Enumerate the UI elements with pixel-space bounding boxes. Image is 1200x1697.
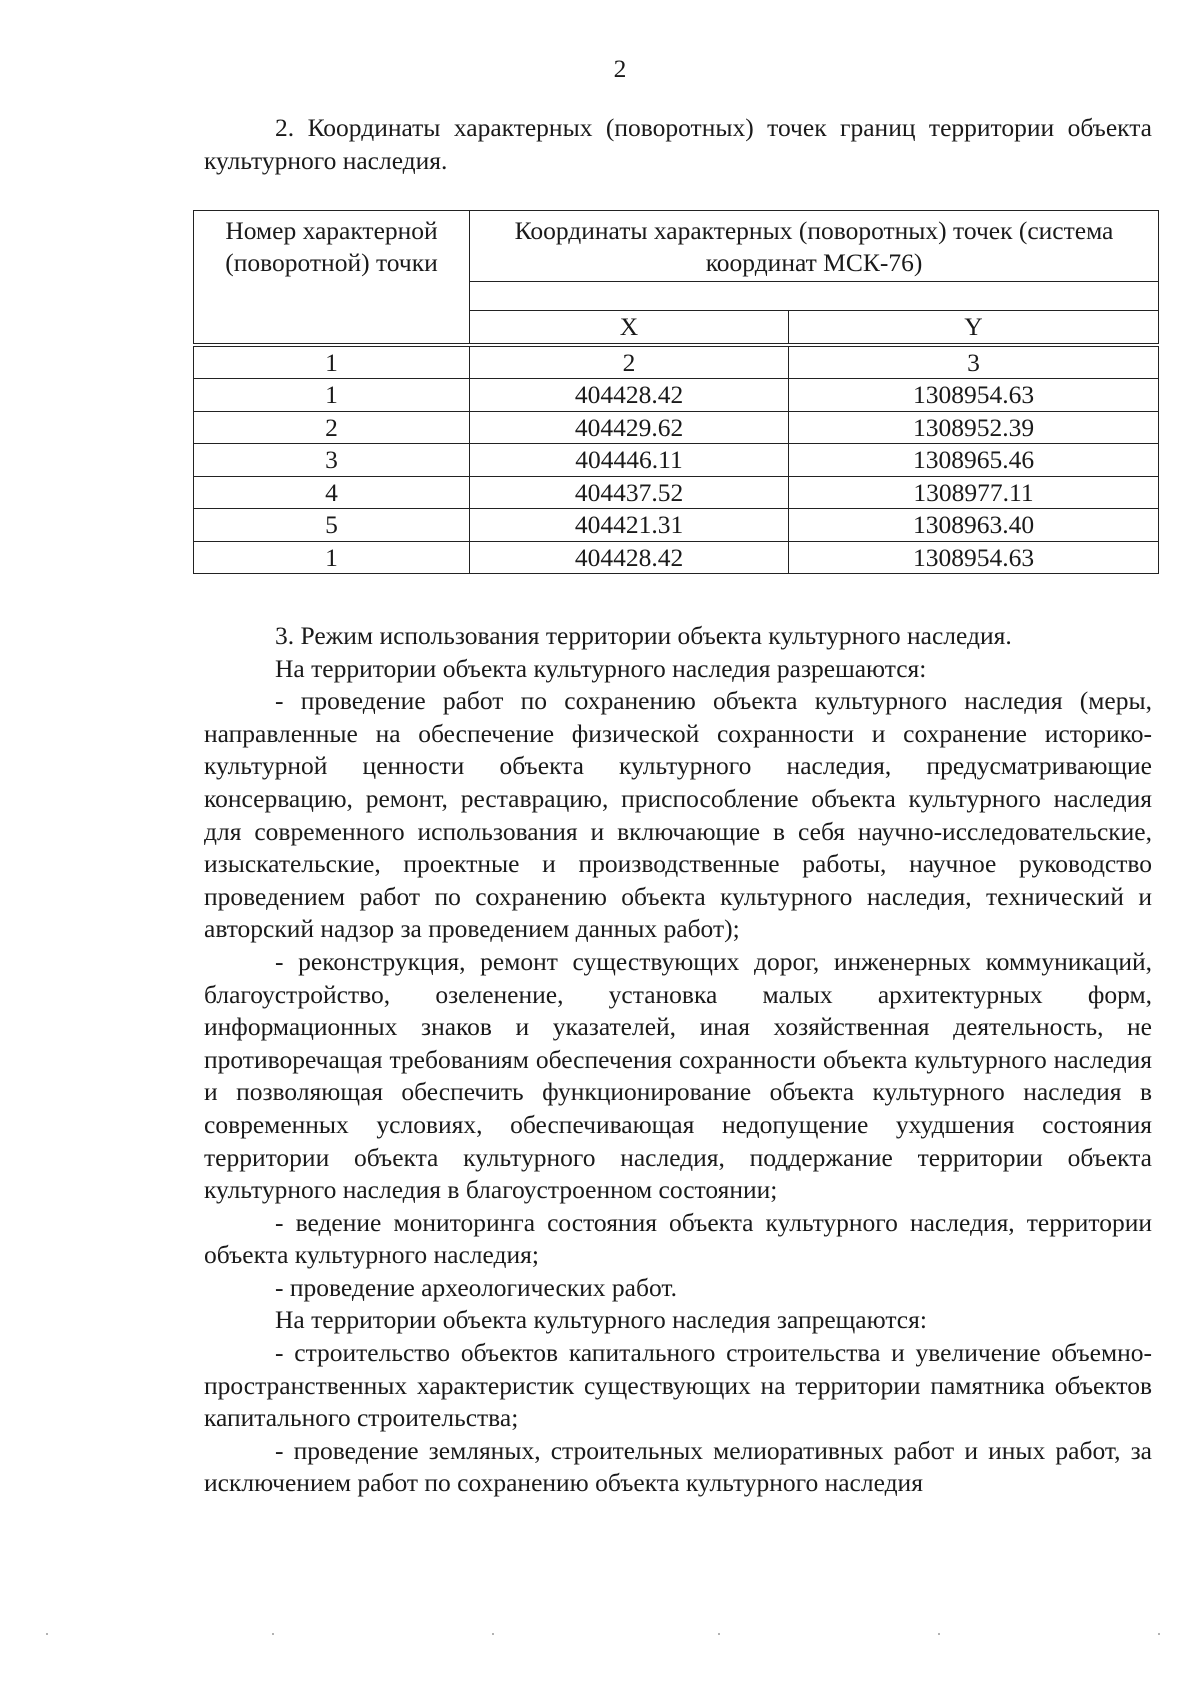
x-cell: 404429.62 xyxy=(470,411,789,444)
prohibited-intro: На территории объекта культурного наследия запрещаются: xyxy=(275,1305,927,1335)
point-cell: 3 xyxy=(194,444,470,477)
allowed-intro: На территории объекта культурного наследия разрешаются: xyxy=(275,653,927,683)
table-row xyxy=(194,444,1159,477)
allowed-item: - реконструкция, ремонт существующих дорог, инженерных коммуникаций, благоустройство, озеленение, установка малых архитектурных форм, информационных знаков и указателей, иная хозяйственная деятельность, не противоречащая требованиям обеспечения сохранности объекта культурного наследия и позволяющая обеспечить функционирование объекта культурного наследия в современных условиях, обеспечивающая недопущение ухудшения состояния территории объекта культурного наследия, поддержание территории объекта культурного наследия в благоустроенном состоянии; xyxy=(204,946,1152,1205)
column-number: 2 xyxy=(470,345,789,379)
x-cell: 404421.31 xyxy=(470,509,789,542)
header-coordinates: Координаты характерных (поворотных) точек (система координат МСК-76) xyxy=(470,211,1159,282)
table-row xyxy=(194,379,1159,412)
table-row xyxy=(194,509,1159,542)
allowed-item: - проведение работ по сохранению объекта культурного наследия (меры, направленные на обеспечение физической сохранности и сохранение историко-культурной ценности объекта культурного наследия, предусматривающие консервацию, ремонт, реставрацию, приспособление объекта культурного наследия для современного использования и включающие в себя научно-исследовательские, изыскательские, проектные и производственные работы, научное руководство проведением работ по сохранению объекта культурного наследия, технический и авторский надзор за проведением данных работ); xyxy=(204,686,1152,944)
x-cell: 404446.11 xyxy=(470,444,789,477)
y-cell: 1308977.11 xyxy=(789,476,1159,509)
point-cell: 1 xyxy=(194,541,470,574)
x-cell: 404437.52 xyxy=(470,476,789,509)
section-2-paragraph: 2. Координаты характерных (поворотных) точек границ территории объекта культурного наследия. xyxy=(204,113,1152,175)
y-cell: 1308954.63 xyxy=(789,379,1159,412)
section-3 xyxy=(204,620,1152,1500)
table-row xyxy=(194,476,1159,509)
prohibited-item: - проведение земляных, строительных мелиоративных работ и иных работ, за исключением работ по сохранению объекта культурного наследия xyxy=(204,1435,1152,1498)
table-row xyxy=(194,411,1159,444)
coordinates-table xyxy=(193,210,1159,574)
allowed-item: - проведение археологических работ. xyxy=(275,1272,677,1302)
column-number: 3 xyxy=(789,345,1159,379)
scan-artifact-dots xyxy=(0,1633,1200,1639)
y-cell: 1308954.63 xyxy=(789,541,1159,574)
x-cell: 404428.42 xyxy=(470,541,789,574)
section-3-heading: 3. Режим использования территории объекта культурного наследия. xyxy=(275,621,1012,650)
prohibited-item: - строительство объектов капитального строительства и увеличение объемно-пространственных характеристик существующих на территории памятника объектов капитального строительства; xyxy=(204,1338,1152,1433)
point-cell: 5 xyxy=(194,509,470,542)
point-cell: 2 xyxy=(194,411,470,444)
header-blank-row xyxy=(470,282,1159,311)
section-2 xyxy=(204,112,1152,177)
page-number: 2 xyxy=(613,54,627,83)
point-cell: 4 xyxy=(194,476,470,509)
header-y: Y xyxy=(789,311,1159,345)
y-cell: 1308963.40 xyxy=(789,509,1159,542)
point-cell: 1 xyxy=(194,379,470,412)
header-point-number: Номер характерной (поворотной) точки xyxy=(194,211,470,345)
y-cell: 1308952.39 xyxy=(789,411,1159,444)
column-number-row xyxy=(194,345,1159,379)
column-number: 1 xyxy=(194,345,470,379)
table-row xyxy=(194,541,1159,574)
y-cell: 1308965.46 xyxy=(789,444,1159,477)
header-x: X xyxy=(470,311,789,345)
allowed-item: - ведение мониторинга состояния объекта культурного наследия, территории объекта культурного наследия; xyxy=(204,1207,1152,1270)
x-cell: 404428.42 xyxy=(470,379,789,412)
